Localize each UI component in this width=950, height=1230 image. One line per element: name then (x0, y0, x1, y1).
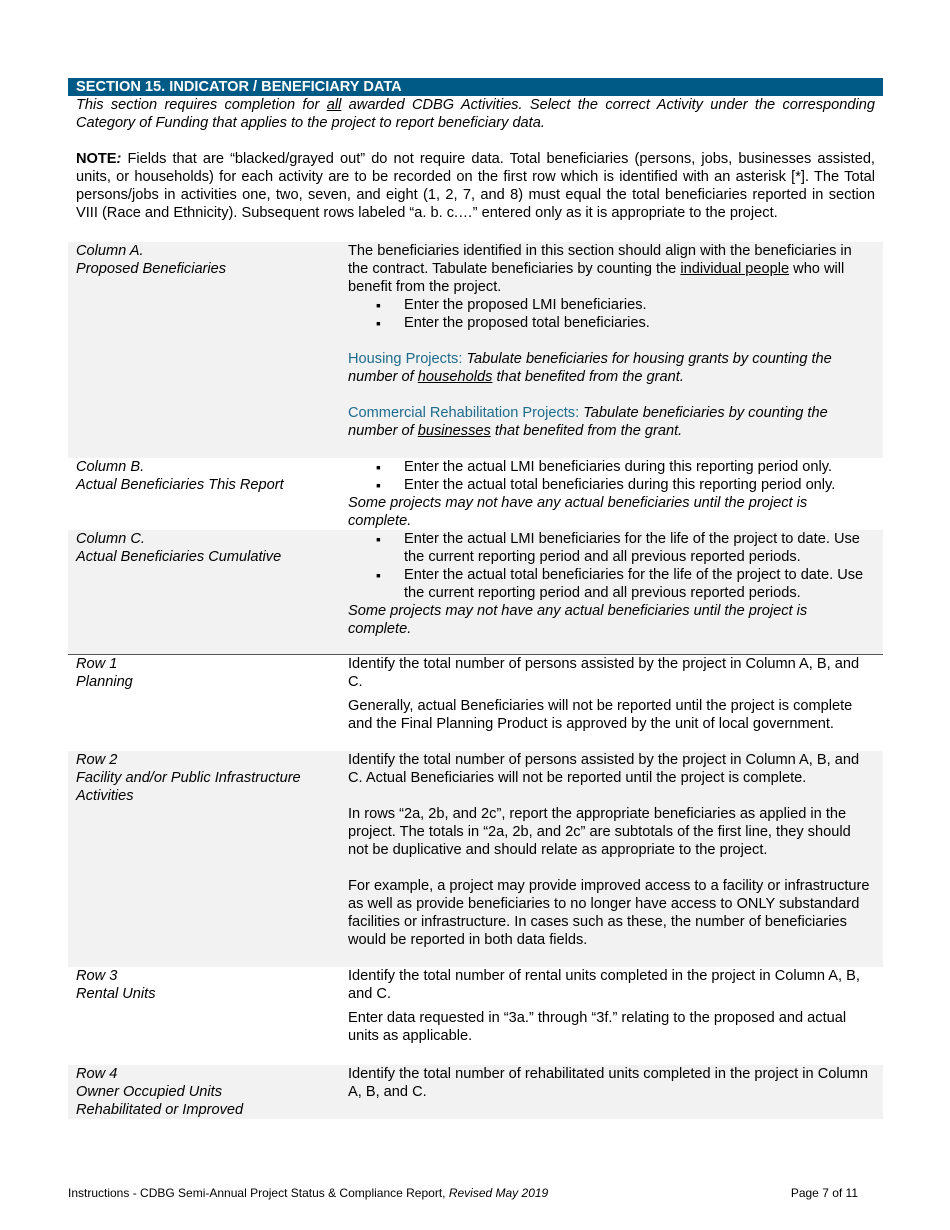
intro-text-start: This section requires completion for (76, 97, 327, 113)
page-number: Page 7 of 11 (790, 1186, 858, 1200)
row-2-example: For example, a project may provide improved access to a facility or infrastructure as well as provide beneficiaries to no longer have access to ONLY substandard facilities or infrastructure. In cases such as these, the number of beneficiaries would be reported in both data fields. (348, 878, 870, 948)
list-item: ▪ Enter the actual LMI beneficiaries for the life of the project to date. Use the current reporting period and all previous reported periods. (376, 530, 873, 566)
row-1-title: Planning (76, 674, 133, 690)
column-a-description: The beneficiaries identified in this section should align with the beneficiaries in the contract. Tabulate beneficiaries by counting the individual people who will benefit from the project. (348, 243, 852, 295)
footer-revision: Revised May 2019 (448, 1186, 549, 1200)
list-item: ▪ Enter the actual total beneficiaries during this reporting period only. (376, 476, 873, 494)
housing-projects-note: Housing Projects: Tabulate beneficiaries for housing grants by counting the number of households that benefited from the grant. (348, 351, 832, 385)
column-a-title: Proposed Beneficiaries (76, 261, 227, 277)
row-column-b (68, 458, 883, 530)
row-1-planning (68, 655, 883, 752)
row-4-label: Row 4 (76, 1066, 118, 1082)
footer-title: Instructions - CDBG Semi-Annual Project Status & Compliance Report, Revised May 2019 (68, 1186, 549, 1200)
column-b-label: Column B. (76, 459, 145, 475)
document-page (68, 78, 883, 1119)
row-2-subtotals: In rows “2a, 2b, and 2c”, report the appropriate beneficiaries as applied in the project. The totals in “2a, 2b, and 2c” are subtotals of the first line, they should not be duplicative and should relate as appropriate to the project. (348, 806, 851, 858)
column-b-bullets (376, 458, 873, 494)
column-a-label: Column A. (76, 243, 144, 259)
row-4-description: Identify the total number of rehabilitated units completed in the project in Column A, B, and C. (348, 1066, 868, 1100)
list-item: ▪ Enter the proposed LMI beneficiaries. (376, 296, 873, 314)
column-a-bullets (376, 296, 873, 332)
row-4-title: Owner Occupied Units (76, 1084, 222, 1100)
note-text: Fields that are “blacked/grayed out” do not require data. Total beneficiaries (persons, jobs, businesses assisted, units, or households) for each activity are to be recorded on the first row which is identified with an asterisk [*]. The Total persons/jobs in activities one, two, seven, and eight (1, 2, 7, and 8) must equal the total beneficiaries reported in section VIII (Race and Ethnicity). Subsequent rows labeled “a. b. c.…” entered only as it is appropriate to the project. (76, 151, 875, 221)
column-c-label: Column C. (76, 531, 145, 547)
intro-text-end: awarded CDBG Activities. Select the correct Activity under the corresponding Category of Funding that applies to the project to report beneficiary data. (76, 97, 875, 131)
section-intro (68, 96, 883, 132)
row-4-subtitle: Rehabilitated or Improved (76, 1102, 244, 1118)
row-3-description: Identify the total number of rental units completed in the project in Column A, B, and C. (348, 968, 860, 1002)
section-title: SECTION 15. INDICATOR / BENEFICIARY DATA (68, 78, 883, 96)
column-c-bullets (376, 530, 873, 602)
note-label: NOTE (76, 151, 117, 167)
instructions-table (68, 242, 883, 1119)
row-column-a (68, 242, 883, 458)
row-1-label: Row 1 (76, 656, 118, 672)
row-1-detail: Generally, actual Beneficiaries will not be reported until the project is complete and the Final Planning Product is approved by the unit of local government. (348, 698, 853, 732)
row-2-title: Facility and/or Public Infrastructure Activities (76, 770, 301, 804)
row-3-detail: Enter data requested in “3a.” through “3f.” relating to the proposed and actual units as applicable. (348, 1010, 847, 1044)
commercial-projects-note: Commercial Rehabilitation Projects: Tabulate beneficiaries by counting the number of businesses that benefited from the grant. (348, 405, 828, 439)
note-colon: : (116, 151, 122, 167)
intro-emphasis-all: all (326, 97, 342, 113)
row-2-facility (68, 751, 883, 967)
list-item: ▪ Enter the actual LMI beneficiaries during this reporting period only. (376, 458, 873, 476)
row-3-label: Row 3 (76, 968, 118, 984)
list-item: ▪ Enter the actual total beneficiaries for the life of the project to date. Use the current reporting period and all previous reported periods. (376, 566, 873, 602)
column-c-note: Some projects may not have any actual beneficiaries until the project is complete. (348, 603, 808, 637)
column-b-note: Some projects may not have any actual beneficiaries until the project is complete. (348, 495, 808, 529)
row-2-label: Row 2 (76, 752, 118, 768)
column-b-title: Actual Beneficiaries This Report (76, 477, 284, 493)
row-1-description: Identify the total number of persons assisted by the project in Column A, B, and C. (348, 656, 860, 690)
row-2-description: Identify the total number of persons assisted by the project in Column A, B, and C. Actual Beneficiaries will not be reported until the project is complete. (348, 752, 860, 786)
row-3-rental (68, 967, 883, 1065)
column-c-title: Actual Beneficiaries Cumulative (76, 549, 282, 565)
row-column-c (68, 530, 883, 655)
row-4-owner-occupied (68, 1065, 883, 1119)
note-paragraph (68, 150, 883, 222)
row-3-title: Rental Units (76, 986, 156, 1002)
list-item: ▪ Enter the proposed total beneficiaries. (376, 314, 873, 332)
